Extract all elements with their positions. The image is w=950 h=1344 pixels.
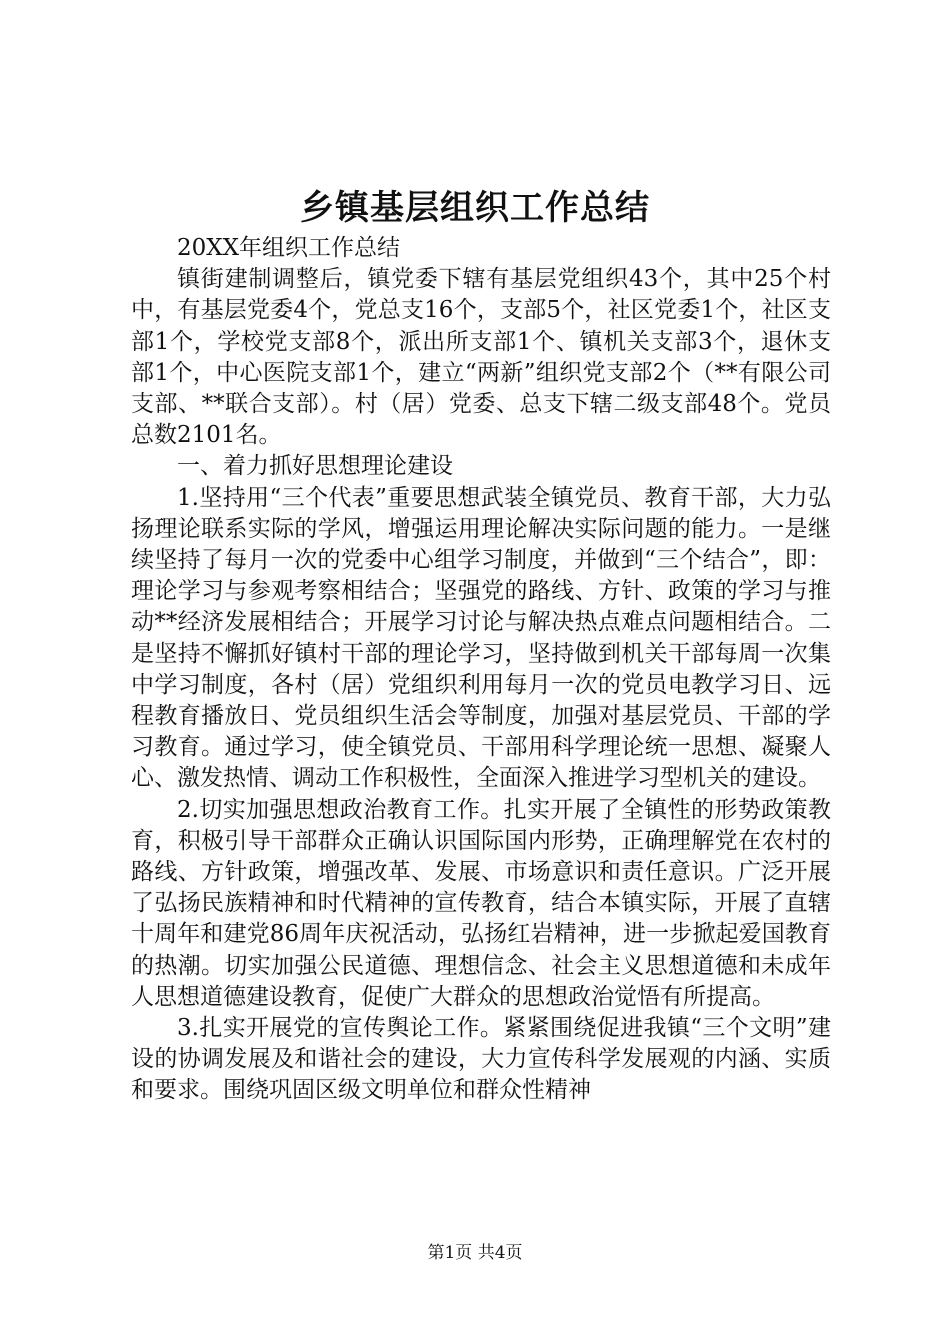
paragraph-overview: 镇街建制调整后，镇党委下辖有基层党组织43个，其中25个村中，有基层党委4个，党总支16个，支部5个，社区党委1个，社区支部1个，学校党支部8个，派出所支部1个、镇机关支部3个，退休支部1个，中心医院支部1个，建立“两新”组织党支部2个（**有限公司支部、**联合支部）。村（居）党委、总支下辖二级支部48个。党员总数2101名。 — [131, 266, 831, 449]
paragraph-item-3: 3.扎实开展党的宣传舆论工作。紧紧围绕促进我镇“三个文明”建设的协调发展及和谐社会的建设，大力宣传科学发展观的内涵、实质和要求。围绕巩固区级文明单位和群众性精神 — [131, 1015, 831, 1104]
section-heading-1: 一、着力抓好思想理论建设 — [177, 453, 453, 480]
document-title: 乡镇基层组织工作总结 — [300, 188, 650, 228]
paragraph-subtitle: 20XX年组织工作总结 — [177, 235, 401, 261]
page-number-footer: 第1页 共4页 — [427, 1243, 523, 1263]
paragraph-item-1: 1.坚持用“三个代表”重要思想武装全镇党员、教育干部，大力弘扬理论联系实际的学风，增强运用理论解决实际问题的能力。一是继续坚持了每月一次的党委中心组学习制度，并做到“三个结合”，即：理论学习与参观考察相结合；坚强党的路线、方针、政策的学习与推动**经济发展相结合；开展学习讨论与解决热点难点问题相结合。二是坚持不懈抓好镇村干部的理论学习，坚持做到机关干部每周一次集中学习制度，各村（居）党组织利用每月一次的党员电教学习日、远程教育播放日、党员组织生活会等制度，加强对基层党员、干部的学习教育。通过学习，使全镇党员、干部用科学理论统一思想、凝聚人心、激发热情、调动工作积极性，全面深入推进学习型机关的建设。 — [131, 484, 831, 792]
document-body — [131, 233, 831, 1107]
paragraph-item-2: 2.切实加强思想政治教育工作。扎实开展了全镇性的形势政策教育，积极引导干部群众正确认识国际国内形势，正确理解党在农村的路线、方针政策，增强改革、发展、市场意识和责任意识。广泛开展了弘扬民族精神和时代精神的宣传教育，结合本镇实际，开展了直辖十周年和建党86周年庆祝活动，弘扬红岩精神，进一步掀起爱国教育的热潮。切实加强公民道德、理想信念、社会主义思想道德和未成年人思想道德建设教育，促使广大群众的思想政治觉悟有所提高。 — [131, 796, 831, 1010]
